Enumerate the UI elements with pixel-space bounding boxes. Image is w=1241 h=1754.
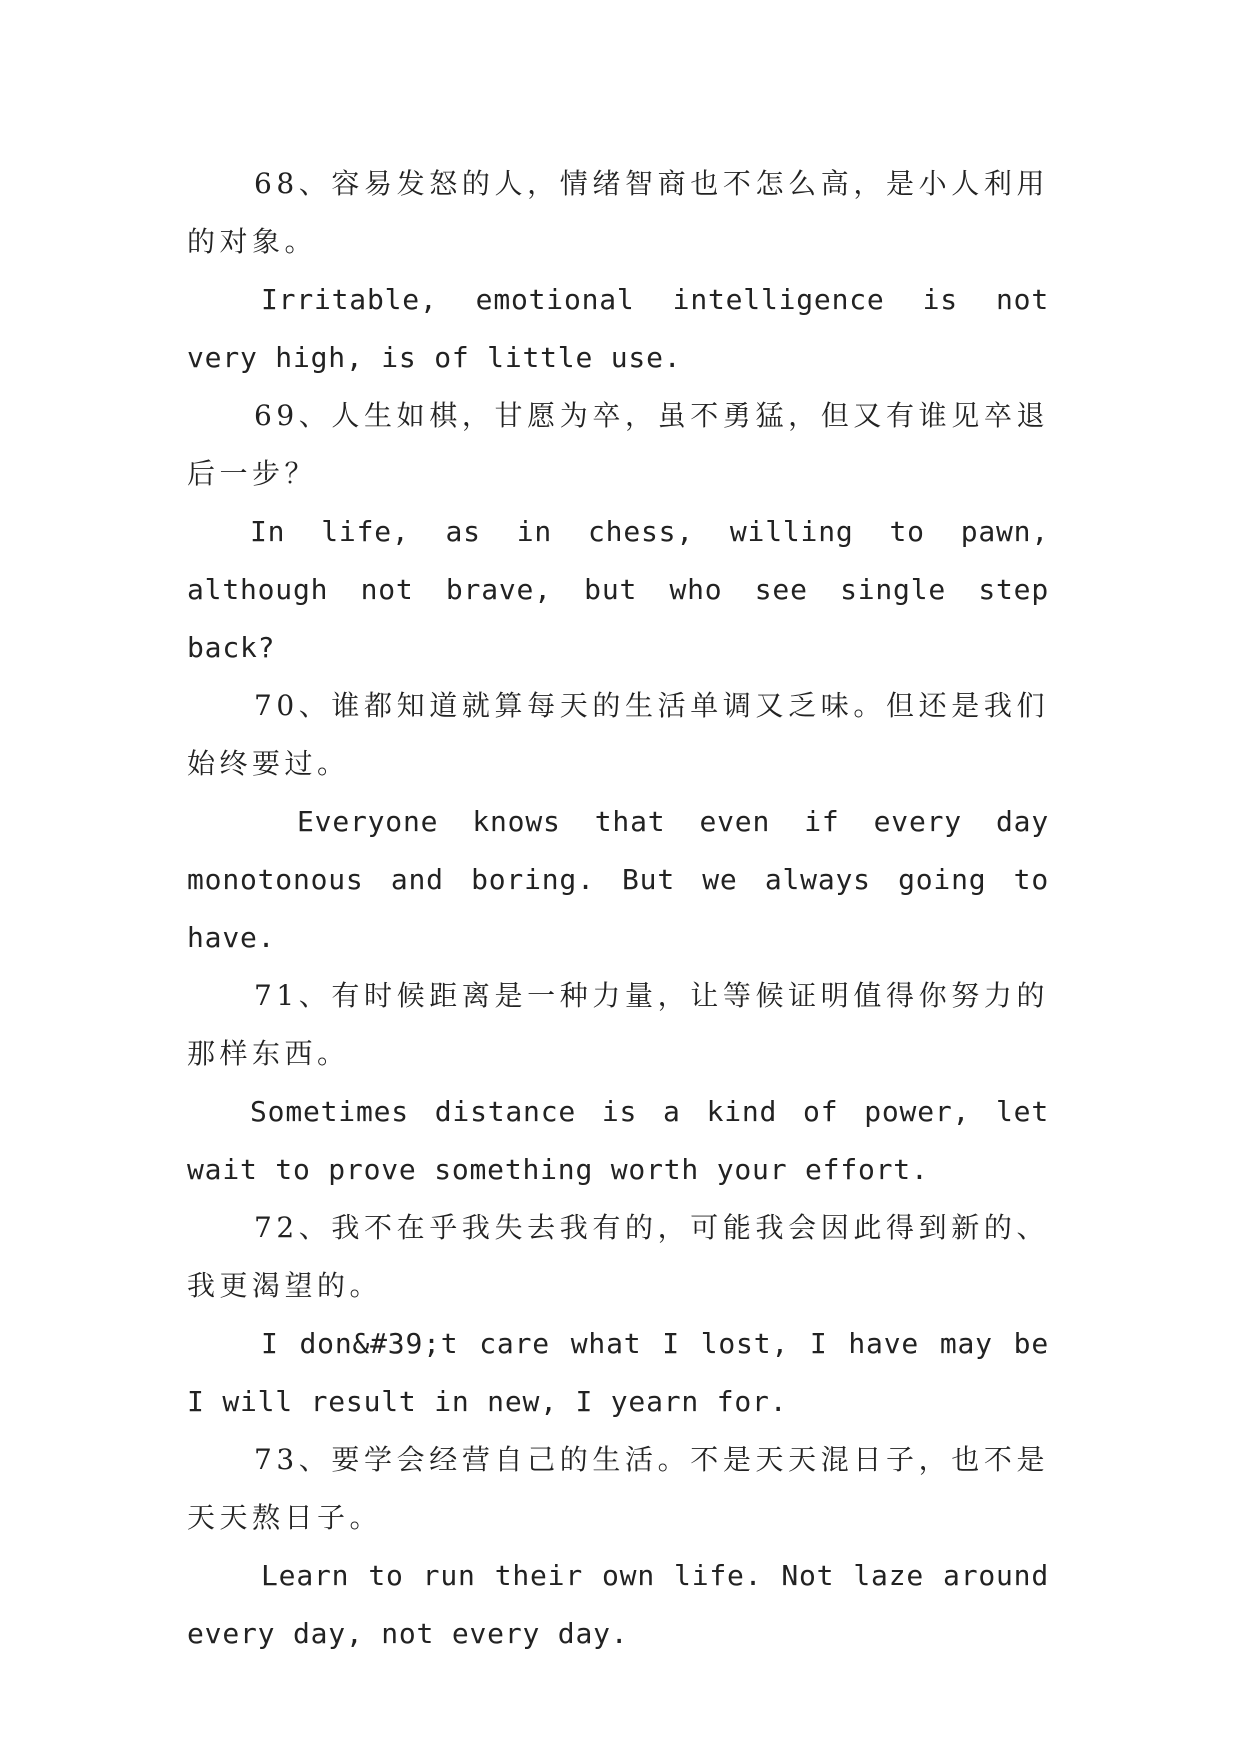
entry-69-english: In life, as in chess, willing to pawn, although not brave, but who see single step back? <box>187 515 1049 664</box>
entry-70-english: Everyone knows that even if every day monotonous and boring. But we always going to have. <box>187 805 1049 954</box>
entry-68-chinese: 68、容易发怒的人，情绪智商也不怎么高，是小人利用的对象。 <box>187 167 1049 258</box>
entry-70-chinese: 70、谁都知道就算每天的生活单调又乏味。但还是我们始终要过。 <box>187 689 1049 780</box>
entry-71-chinese: 71、有时候距离是一种力量，让等候证明值得你努力的那样东西。 <box>187 979 1049 1070</box>
entry-73-chinese: 73、要学会经营自己的生活。不是天天混日子，也不是天天熬日子。 <box>187 1443 1049 1534</box>
document-body <box>187 155 1049 1663</box>
entry-72-chinese: 72、我不在乎我失去我有的，可能我会因此得到新的、我更渴望的。 <box>187 1211 1049 1302</box>
entry-68-english: Irritable, emotional intelligence is not very high, is of little use. <box>187 283 1049 374</box>
entry-69-chinese: 69、人生如棋，甘愿为卒，虽不勇猛，但又有谁见卒退后一步？ <box>187 399 1049 490</box>
entry-71-english: Sometimes distance is a kind of power, let wait to prove something worth your effort. <box>187 1095 1049 1186</box>
entry-72-english: I don&#39;t care what I lost, I have may be I will result in new, I yearn for. <box>187 1327 1049 1418</box>
entry-73-english: Learn to run their own life. Not laze around every day, not every day. <box>187 1559 1049 1650</box>
